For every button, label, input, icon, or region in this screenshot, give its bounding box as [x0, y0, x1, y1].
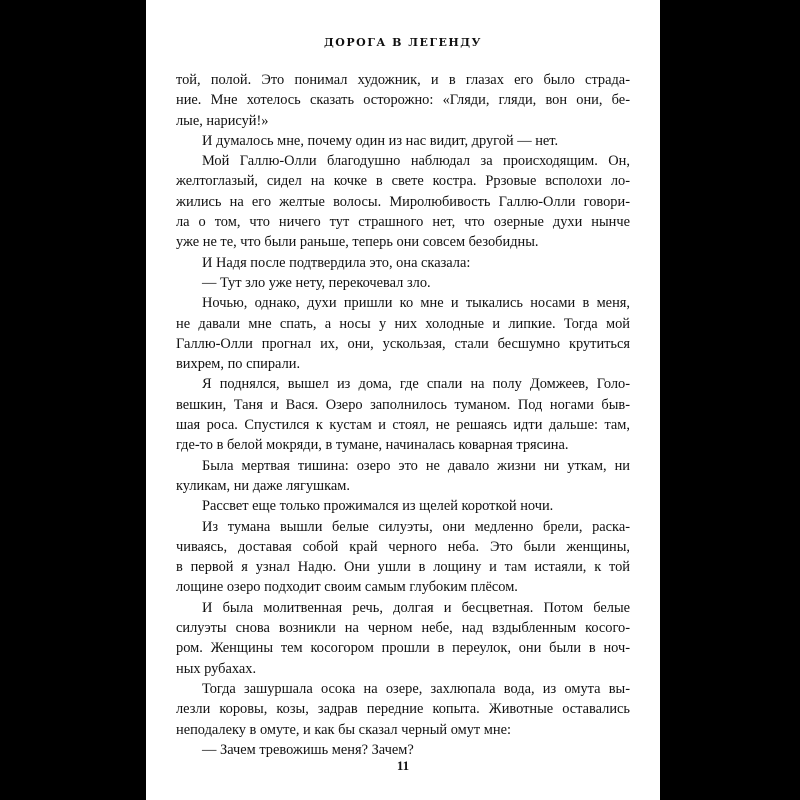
right-background [660, 0, 800, 800]
text-line: — Тут зло уже нету, перекочевал зло. [202, 274, 431, 291]
paragraph [176, 70, 630, 131]
paragraph [176, 293, 630, 374]
text-line: уже не те, что были раньше, теперь они совсем безобидны. [176, 234, 539, 251]
left-background [0, 0, 146, 800]
text-line: Мой Галлю-Олли благодушно наблюдал за происходящим. Он, [202, 153, 630, 170]
text-line: вешкин, Таня и Вася. Озеро заполнилось туманом. Под ногами быв- [176, 396, 630, 413]
paragraph [176, 598, 630, 679]
text-line: лощине озеро подходит своим самым глубоким плёсом. [176, 579, 518, 596]
text-line: ние. Мне хотелось сказать осторожно: «Гляди, гляди, вон они, бе- [176, 92, 630, 109]
text-line: неподалеку в омуте, и как бы сказал черный омут мне: [176, 721, 511, 738]
text-line: И Надя после подтвердила это, она сказала: [202, 254, 471, 271]
text-line: лезли коровы, козы, задрав передние копыта. Животные оставались [176, 701, 630, 718]
text-line: Ночью, однако, духи пришли ко мне и тыкались носами в меня, [202, 295, 630, 312]
paragraph [176, 679, 630, 740]
text-line: не давали мне спать, а носы у них холодные и липкие. Тогда мой [176, 315, 630, 332]
text-line: Из тумана вышли белые силуэты, они медленно брели, раска- [202, 518, 630, 535]
body-text [176, 70, 630, 760]
text-line: лые, нарисуй!» [176, 112, 269, 129]
paragraph [176, 273, 630, 293]
text-line: жились на его желтые волосы. Миролюбивость Галлю-Олли говори- [176, 193, 630, 210]
running-head: ДОРОГА В ЛЕГЕНДУ [324, 36, 482, 49]
paragraph [176, 374, 630, 455]
paragraph [176, 253, 630, 273]
text-line: ла о том, что ничего тут страшного нет, что озерные духи нынче [176, 214, 630, 231]
text-line: ных рубахах. [176, 660, 257, 677]
text-line: ром. Женщины тем косогором прошли в переулок, они были в ноч- [176, 640, 630, 657]
text-line: Была мертвая тишина: озеро это не давало жизни ни уткам, ни [202, 457, 630, 474]
text-line: силуэты снова возникли на черном небе, над вздыбленным косого- [176, 620, 630, 637]
text-line: куликам, ни даже лягушкам. [176, 477, 350, 494]
text-line: Тогда зашуршала осока на озере, захлюпала вода, из омута вы- [202, 680, 630, 697]
page-number: 11 [396, 758, 410, 773]
text-line: в первой я узнал Надю. Они ушли в лощину и там истаяли, к той [176, 559, 630, 576]
text-line: вихрем, по спирали. [176, 356, 301, 373]
text-line: И думалось мне, почему один из нас видит, другой — нет. [202, 132, 559, 149]
paragraph [176, 517, 630, 598]
paragraph [176, 131, 630, 151]
book-page [146, 0, 660, 800]
paragraph [176, 151, 630, 252]
text-line: Я поднялся, вышел из дома, где спали на полу Домжеев, Голо- [202, 376, 630, 393]
text-line: Рассвет еще только прожимался из щелей короткой ночи. [202, 498, 554, 515]
text-line: Галлю-Олли прогнал их, они, ускользая, стали бесшумно крутиться [176, 335, 630, 352]
text-line: той, полой. Это понимал художник, и в глазах его было страда- [176, 72, 630, 88]
paragraph [176, 456, 630, 497]
text-line: — Зачем тревожишь меня? Зачем? [202, 741, 414, 758]
text-line: шая роса. Спустился к кустам и стоял, не решаясь идти дальше: там, [176, 417, 630, 434]
text-line: где-то в белой мокряди, в тумане, начиналась коварная трясина. [176, 437, 569, 454]
paragraph [176, 496, 630, 516]
text-line: чиваясь, доставая собой край черного неба. Это были женщины, [176, 538, 630, 555]
text-line: И была молитвенная речь, долгая и бесцветная. Потом белые [202, 599, 630, 616]
text-line: желтоглазый, сидел на кочке в свете костра. Ррзовые всполохи ло- [176, 173, 630, 190]
